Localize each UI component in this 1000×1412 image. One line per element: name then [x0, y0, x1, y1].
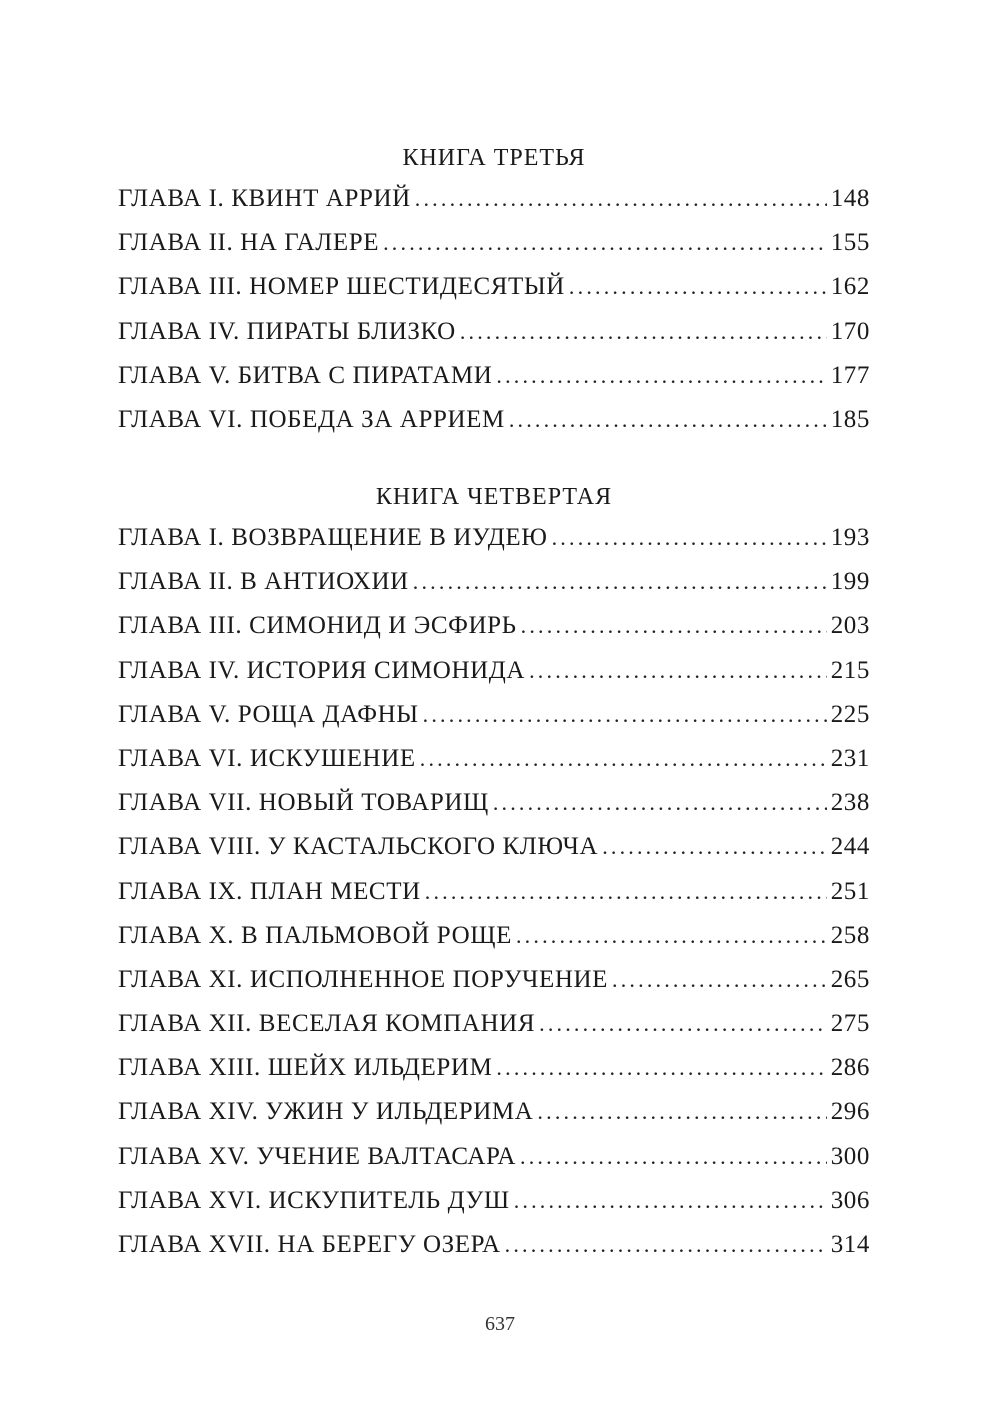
dot-leader	[612, 967, 827, 993]
page-number: 637	[485, 1313, 515, 1335]
toc-entry	[118, 789, 870, 833]
chapter-title: ГЛАВА V. БИТВА С ПИРАТАМИ	[118, 361, 493, 389]
chapter-title: ГЛАВА XIII. ШЕЙХ ИЛЬДЕРИМ	[118, 1054, 493, 1082]
chapter-title: ГЛАВА XII. ВЕСЕЛАЯ КОМПАНИЯ	[118, 1010, 536, 1038]
toc-entry	[118, 568, 870, 612]
chapter-title: ГЛАВА II. НА ГАЛЕРЕ	[118, 229, 380, 257]
dot-leader	[514, 1188, 827, 1214]
chapter-page-number: 199	[830, 568, 870, 596]
toc-entry	[118, 185, 870, 229]
chapter-page-number: 238	[830, 789, 870, 817]
toc-section-book-four	[118, 482, 870, 1275]
chapter-page-number: 286	[830, 1054, 870, 1082]
chapter-page-number: 225	[830, 700, 870, 728]
chapter-page-number: 155	[830, 229, 870, 257]
chapter-page-number: 296	[830, 1098, 870, 1126]
toc-entry	[118, 745, 870, 789]
dot-leader	[520, 1144, 827, 1170]
chapter-title: ГЛАВА VI. ИСКУШЕНИЕ	[118, 744, 416, 772]
toc-entry	[118, 922, 870, 966]
toc-entry	[118, 406, 870, 450]
chapter-page-number: 314	[830, 1231, 870, 1258]
chapter-page-number: 177	[830, 361, 870, 389]
dot-leader	[529, 658, 827, 684]
toc-entry	[118, 1143, 870, 1187]
chapter-title: ГЛАВА III. СИМОНИД И ЭСФИРЬ	[118, 612, 517, 640]
toc-entry	[118, 701, 870, 745]
toc-entry	[118, 833, 870, 877]
toc-entry	[118, 1054, 870, 1098]
chapter-page-number: 265	[830, 965, 870, 993]
chapter-page-number: 300	[830, 1142, 870, 1170]
chapter-title: ГЛАВА X. В ПАЛЬМОВОЙ РОЩЕ	[118, 921, 512, 949]
chapter-title: ГЛАВА VI. ПОБЕДА ЗА АРРИЕМ	[118, 405, 505, 433]
dot-leader	[423, 702, 827, 728]
dot-leader	[537, 1099, 826, 1125]
dot-leader	[509, 407, 827, 433]
dot-leader	[569, 274, 827, 300]
chapter-title: ГЛАВА I. КВИНТ АРРИЙ	[118, 185, 411, 212]
toc-entry	[118, 273, 870, 317]
chapter-page-number: 203	[830, 612, 870, 640]
chapter-title: ГЛАВА XV. УЧЕНИЕ ВАЛТАСАРА	[118, 1142, 517, 1170]
dot-leader	[383, 230, 827, 256]
chapter-page-number: 148	[830, 185, 870, 212]
dot-leader	[602, 834, 827, 860]
toc-entry	[118, 1187, 870, 1231]
chapter-page-number: 215	[830, 656, 870, 684]
dot-leader	[493, 790, 827, 816]
toc-entry	[118, 1231, 870, 1275]
dot-leader	[521, 613, 827, 639]
dot-leader	[496, 363, 826, 389]
dot-leader	[552, 525, 827, 551]
dot-leader	[415, 186, 827, 212]
toc-entry	[118, 318, 870, 362]
chapter-title: ГЛАВА IV. ПИРАТЫ БЛИЗКО	[118, 317, 456, 345]
chapter-title: ГЛАВА XIV. УЖИН У ИЛЬДЕРИМА	[118, 1098, 534, 1126]
chapter-title: ГЛАВА V. РОЩА ДАФНЫ	[118, 700, 419, 728]
chapter-page-number: 251	[830, 877, 870, 905]
dot-leader	[425, 879, 827, 905]
dot-leader	[420, 746, 827, 772]
chapter-page-number: 275	[830, 1010, 870, 1038]
toc-entry	[118, 657, 870, 701]
chapter-title: ГЛАВА IV. ИСТОРИЯ СИМОНИДА	[118, 656, 526, 684]
chapter-page-number: 162	[830, 273, 870, 301]
chapter-title: ГЛАВА IX. ПЛАН МЕСТИ	[118, 877, 421, 905]
section-title: КНИГА ТРЕТЬЯ	[402, 145, 586, 171]
chapter-title: ГЛАВА XVII. НА БЕРЕГУ ОЗЕРА	[118, 1231, 501, 1258]
dot-leader	[413, 569, 827, 595]
chapter-title: ГЛАВА XI. ИСПОЛНЕННОЕ ПОРУЧЕНИЕ	[118, 965, 609, 993]
chapter-title: ГЛАВА I. ВОЗВРАЩЕНИЕ В ИУДЕЮ	[118, 524, 548, 551]
toc-entry	[118, 524, 870, 568]
toc-entry	[118, 1098, 870, 1142]
chapter-title: ГЛАВА III. НОМЕР ШЕСТИДЕСЯТЫЙ	[118, 273, 565, 301]
chapter-page-number: 231	[830, 744, 870, 772]
toc-entry	[118, 966, 870, 1010]
chapter-page-number: 244	[830, 833, 870, 861]
toc-list	[118, 524, 870, 1275]
chapter-page-number: 193	[830, 524, 870, 551]
toc-entry	[118, 612, 870, 656]
chapter-title: ГЛАВА II. В АНТИОХИИ	[118, 568, 409, 596]
toc-entry	[118, 229, 870, 273]
chapter-page-number: 258	[830, 921, 870, 949]
dot-leader	[516, 923, 827, 949]
chapter-title: ГЛАВА VIII. У КАСТАЛЬСКОГО КЛЮЧА	[118, 833, 599, 861]
dot-leader	[505, 1232, 827, 1258]
chapter-title: ГЛАВА VII. НОВЫЙ ТОВАРИЩ	[118, 789, 489, 817]
chapter-page-number: 306	[830, 1186, 870, 1214]
dot-leader	[539, 1011, 827, 1037]
chapter-title: ГЛАВА XVI. ИСКУПИТЕЛЬ ДУШ	[118, 1186, 510, 1214]
toc-entry	[118, 362, 870, 406]
chapter-page-number: 185	[830, 405, 870, 433]
dot-leader	[496, 1055, 826, 1081]
toc-section-book-three	[118, 143, 870, 450]
toc-entry	[118, 1010, 870, 1054]
toc-entry	[118, 878, 870, 922]
chapter-page-number: 170	[830, 317, 870, 345]
toc-list	[118, 185, 870, 450]
section-title: КНИГА ЧЕТВЕРТАЯ	[375, 484, 613, 510]
dot-leader	[460, 319, 827, 345]
